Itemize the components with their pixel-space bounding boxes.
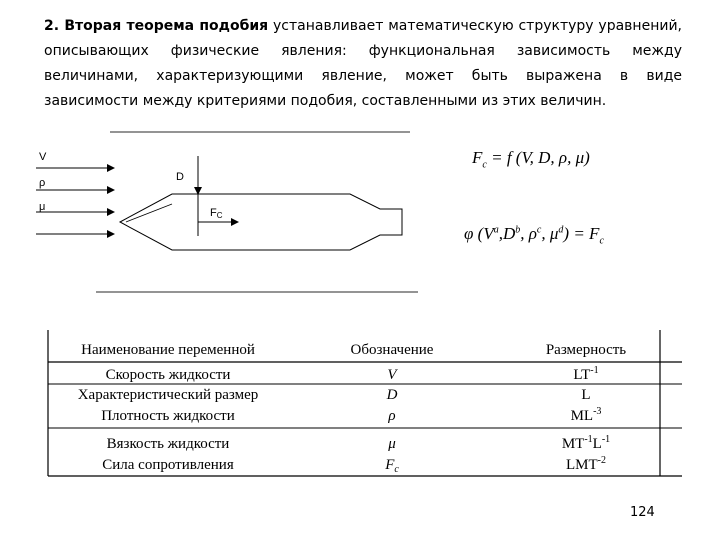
label-d: D <box>176 171 184 183</box>
flow-diagram <box>30 128 430 303</box>
cell-name: Характеристический размер <box>77 387 259 403</box>
header-symbol: Обозначение <box>350 342 434 358</box>
label-rho: ρ <box>39 177 46 189</box>
variables-table <box>46 330 684 480</box>
cell-symbol: $F_c$ <box>385 457 399 475</box>
cell-dimension: $LMT^{-2}$ <box>565 455 607 473</box>
cell-name: Скорость жидкости <box>105 367 231 383</box>
table-body <box>78 365 610 475</box>
theorem-text: устанавливает математическую структуру уравнений, описывающих физические явления: функциональная зависимость между величинами, характеризующими явление, может быть выражена в виде зависимости между критериями подобия, составленными из этих величин. <box>44 18 682 109</box>
cell-symbol: μ <box>388 436 396 452</box>
cell-symbol: ρ <box>388 408 396 424</box>
cell-name: Сила сопротивления <box>102 457 234 473</box>
cell-dimension: L <box>581 387 591 403</box>
body-outline <box>120 194 402 250</box>
intro-paragraph <box>44 14 682 114</box>
header-name: Наименование переменной <box>81 342 255 358</box>
formula-criteria: φ ($V^a,D^b$, $\rho^c$, $\mu^d) = F_c$ <box>464 224 604 247</box>
label-fc: FC <box>210 207 223 220</box>
label-v: V <box>39 151 47 163</box>
cell-dimension: $ML^{-3}$ <box>570 406 602 424</box>
cell-symbol: D <box>386 387 398 403</box>
cell-name: Вязкость жидкости <box>106 436 230 452</box>
header-dimension: Размерность <box>545 342 627 358</box>
cell-dimension: $LT^{-1}$ <box>573 365 599 383</box>
theorem-title: 2. Вторая теорема подобия <box>44 18 269 34</box>
cell-symbol: V <box>387 367 397 383</box>
cell-name: Плотность жидкости <box>101 408 235 424</box>
label-mu: μ <box>39 201 46 213</box>
cell-dimension: $MT^{-1}L^{-1}$ <box>561 434 611 452</box>
formula-drag-function: $F_c = f$ (V, D, ρ, μ) <box>472 148 590 171</box>
page-number: 124 <box>630 505 655 520</box>
